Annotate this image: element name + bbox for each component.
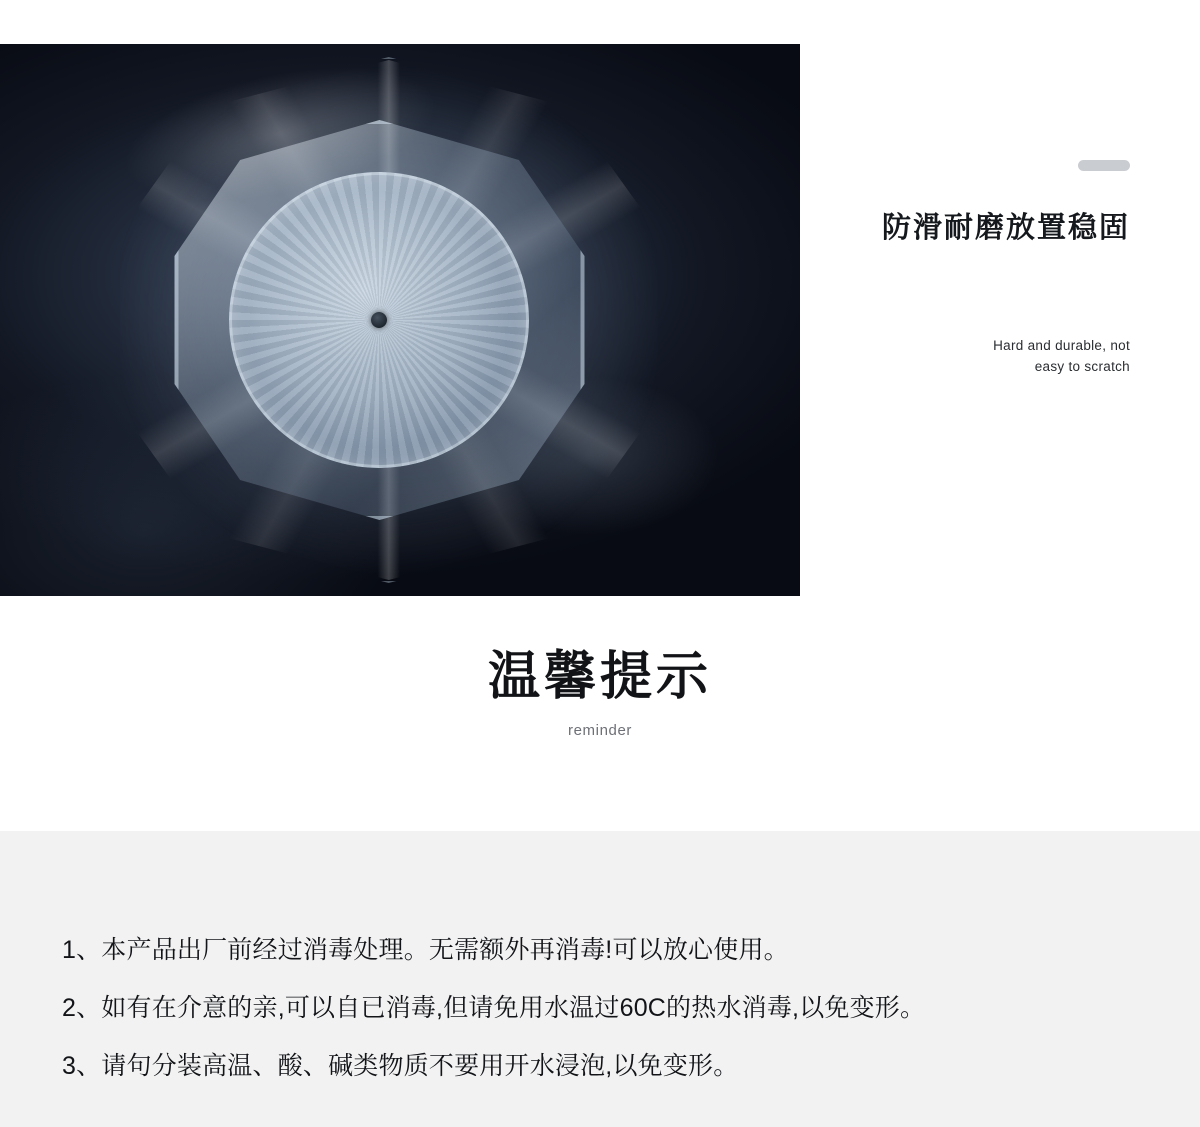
reminder-heading-section (0, 648, 1200, 739)
feature-subtitle (790, 336, 1130, 378)
product-photo (0, 44, 800, 596)
feature-caption (790, 160, 1130, 378)
highlight-glare-bottom (460, 376, 720, 536)
feature-title: 防滑耐磨放置稳固 (881, 212, 1130, 244)
list-item: 2、如有在介意的亲,可以自已消毒,但请免用水温过60C的热水消毒,以免变形。 (62, 994, 926, 1022)
notes-panel (0, 831, 1200, 1127)
cup-base-center-dot (371, 312, 387, 328)
reminder-title: 温馨提示 (487, 648, 712, 706)
decorative-pill-icon (1078, 160, 1130, 171)
feature-subtitle-line2: easy to scratch (1034, 358, 1130, 374)
feature-subtitle-line1: Hard and durable, not (993, 337, 1130, 353)
list-item: 1、本产品出厂前经过消毒处理。无需额外再消毒!可以放心使用。 (62, 936, 789, 964)
notes-list (62, 909, 1160, 1083)
list-item: 3、请句分装高温、酸、碱类物质不要用开水浸泡,以免变形。 (62, 1052, 739, 1080)
reminder-subtitle: reminder (568, 721, 632, 739)
